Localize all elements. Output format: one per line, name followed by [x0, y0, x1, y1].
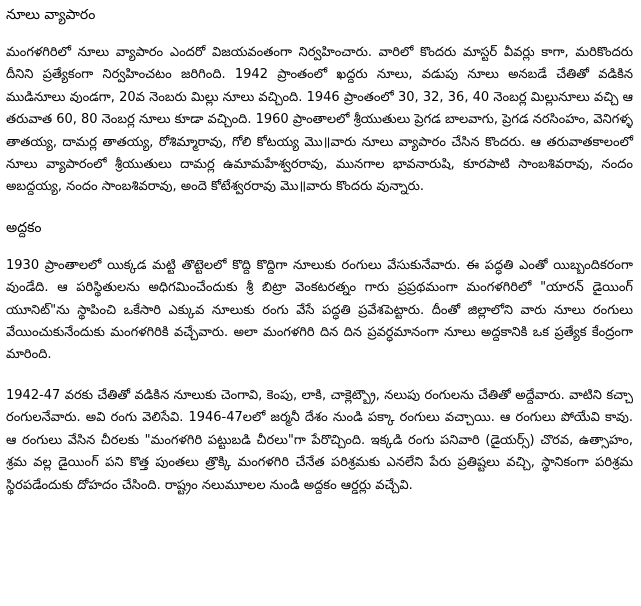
- paragraph-yarn-trade: మంగళగిరిలో నూలు వ్యాపారం ఎందరో విజయవంతంగా నిర్వహించారు. వారిలో కొందరు మాస్టర్ వీవర్లు కాగా, మరికొందరు దీనిని ప్రత్యేకంగా నిర్వహించటం జరిగింది. 1942 ప్రాంతంలో ఖద్దరు నూలు, వడుపు నూలు అనబడే చేతితో వడికిన ముడినూలు వుండగా, 20వ నెంబరు మిల్లు నూలు వచ్చింది. 1946 ప్రాంతంలో 30, 32, 36, 40 నెంబర్ల మిల్లునూలు వచ్చి ఆ తరువాత 60, 80 నెంబర్ల నూలు కూడా వచ్చింది. 1960 ప్రాంతాలలో శ్రీయుతులు ప్రెగడ బాలవాగు, ప్రెగడ నరసింహం, వెనిగళ్ళ తాతయ్య, దామర్ల తాతయ్య, రోశిమ్మారావు, గోలి కోటయ్య మొ॥వారు నూలు వ్యాపారం చేసిన కొందరు. ఆ తరువాతకాలంలో నూలు వ్యాపారంలో శ్రీయుతులు దామర్ల ఉమామహేశ్వరరావు, మునగాల భావనారుషి, కూరపాటి సాంబశివరావు, నందం అబద్దయ్య, నందం సాంబశివరావు, అందె కోటేశ్వరరావు మొ॥వారు కొందరు వున్నారు.: [6, 45, 633, 195]
- section-heading-yarn-trade: నూలు వ్యాపారం: [6, 7, 96, 23]
- paragraph-dyeing-1: 1930 ప్రాంతాలలో యిక్కడ మట్టి తొట్టెలలో కొద్ది కొద్దిగా నూలుకు రంగులు వేసుకునేవారు. ఈ పద్ధతి ఎంతో యిబ్బందికరంగా వుండేది. ఆ పరిస్థితులను అధిగమించేందుకు శ్రీ బిట్రా వెంకటరత్నం గారు ప్రప్రథమంగా మంగళగిరిలో "యారన్ డైయింగ్ యూనిట్"ను స్థాపించి ఒకేసారి ఎక్కువ నూలుకు రంగు వేసే పద్ధతి ప్రవేశపెట్టారు. దీంతో జిల్లాలోని వారు నూలు రంగులు వేయించుకునేందుకు మంగళగిరికి వచ్చేవారు. అలా మంగళగిరి దిన దిన ప్రవర్ధమానంగా నూలు అద్దకానికి ఒక ప్రత్యేక కేంద్రంగా మారింది.: [6, 257, 633, 363]
- paragraph-dyeing-2: 1942-47 వరకు చేతితో వడికిన నూలుకు చెంగావి, కెంపు, లాకి, చాక్లెట్బ్రౌ, నలుపు రంగులను చేతితో అద్దేవారు. వాటిని కచ్చా రంగులనేవారు. అవి రంగు వెలిసేవి. 1946-47లలో జర్మనీ దేశం నుండి పక్కా రంగులు వచ్చాయి. ఆ రంగులు పోయేవి కావు. ఆ రంగులు వేసిన చీరలకు "మంగళగిరి పట్టుబడి చీరలు"గా పేరొచ్చింది. ఇక్కడి రంగు పనివారి (డైయర్స్) చొరవ, ఉత్సాహం, శ్రమ వల్ల డైయింగ్ పని కొత్త పుంతలు త్రొక్కి మంగళగిరి చేనేత పరిశ్రమకు ఎనలేని పేరు ప్రతిష్టలు వచ్చి, స్థానికంగా పరిశ్రమ స్థిరపడేందుకు దోహదం చేసింది. రాష్ట్రం నలుమూలల నుండి అద్దకం ఆర్డర్లు వచ్చేవి.: [6, 387, 633, 493]
- section-heading-dyeing: అద్దకం: [6, 219, 42, 236]
